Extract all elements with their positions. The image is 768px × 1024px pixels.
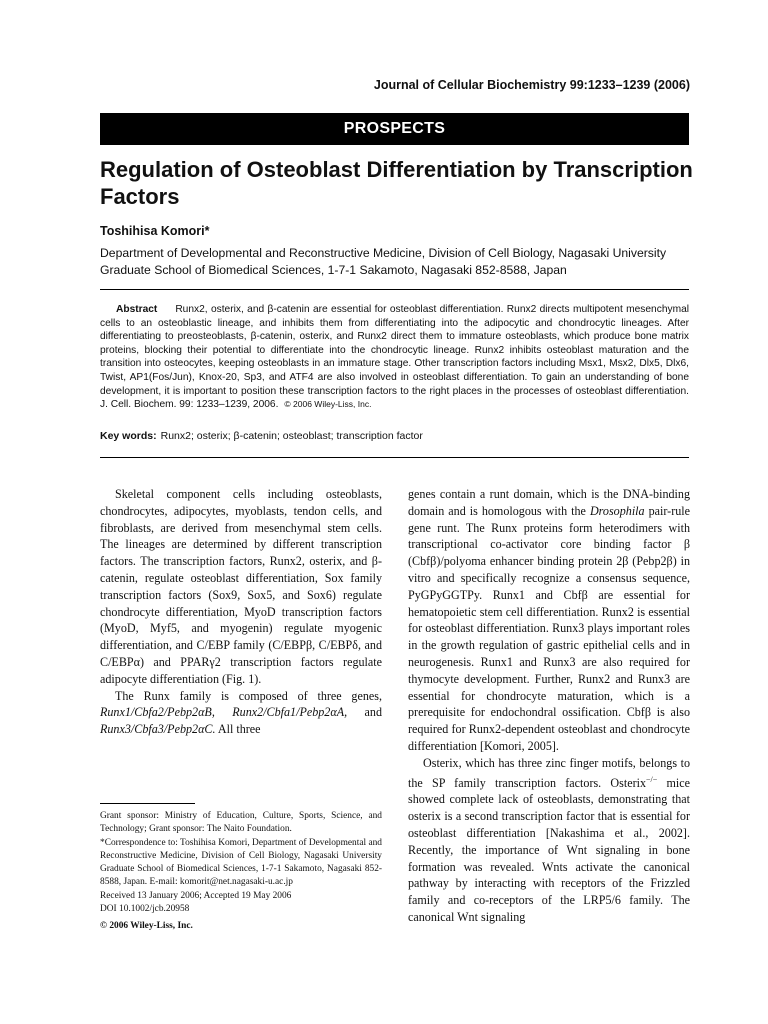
paragraph-text: pair-rule gene runt. The Runx proteins form heterodimers with transcriptional co-activator core binding factor β (Cbfβ)/polyoma enhancer binding protein 2β (Pebp2β) in vitro and specifically recognize a consensus sequence, PyGPyGGTPy. Runx1 and Cbfβ are essential for hematopoietic stem cell differentiation. Runx2 is essential for osteoblast differentiation. Runx3 plays important roles in the growth regulation of gastric epithelial cells and in neurogenesis. Runx1 and Runx3 are also required for thymocyte development. Further, Runx2 and Runx3 are essential for chondrocyte maturation, which is a prerequisite for endochondral ossification. Cbfβ is also required for Runx2-dependent osteoblast and chondrocyte differentiation [Komori, 2005].: [408, 503, 690, 753]
body-paragraph-3: [408, 486, 690, 755]
article-author: Toshihisa Komori*: [100, 224, 210, 238]
body-top-rule: [100, 457, 689, 458]
paragraph-text: and: [364, 705, 382, 720]
footnotes: [100, 810, 382, 934]
gene-name: Runx3/Cbfa3/Pebp2αC.: [100, 722, 216, 737]
body-paragraph-2: [100, 688, 382, 738]
paragraph-text: genes contain a runt domain, which is the DNA-binding domain and is homologous with the: [408, 487, 690, 518]
abstract: [100, 303, 689, 412]
body-paragraph-1: Skeletal component cells including osteoblasts, chondrocytes, adipocytes, myoblasts, tendon cells, and fibroblasts, are derived from mesenchymal stem cells. The lineages are determined by different transcription factors. The transcription factors, Runx2, osterix, and β-catenin, regulate osteoblast differentiation, Sox family transcription factors (Sox9, Sox5, and Sox6) regulate chondrocyte differentiation, MyoD transcription factors (MyoD, Myf5, and myogenin) regulate myogenic differentiation, and C/EBP family (C/EBPβ, C/EBPδ, and C/EBPα) and PPARγ2 transcription factors regulate adipocyte differentiation (Fig. 1).: [100, 487, 382, 686]
superscript: −/−: [646, 774, 658, 784]
paragraph-text: All three: [217, 722, 261, 737]
section-banner: PROSPECTS: [100, 113, 689, 145]
gene-name: Runx2/Cbfa1/Pebp2αA,: [232, 705, 348, 720]
abstract-label: Abstract: [116, 304, 158, 315]
species-name: Drosophila: [589, 503, 645, 518]
doi: DOI 10.1002/jcb.20958: [100, 904, 190, 915]
grant-footnote: Grant sponsor: Ministry of Education, Culture, Sports, Science, and Technology; Grant sponsor: The Naito Foundation.: [100, 811, 382, 835]
correspondence-footnote: *Correspondence to: Toshihisa Komori, Department of Developmental and Reconstructive Medicine, Division of Cell Biology, Nagasaki University Graduate School of Biomedical Sciences, 1-7-1 Sakamoto, Nagasaki 852-8588, Japan. E-mail: komorit@net.nagasaki-u.ac.jp: [100, 837, 382, 888]
article-title: Regulation of Osteoblast Differentiation by Transcription Factors: [100, 157, 693, 209]
footnote-rule: [100, 803, 195, 804]
affiliation-line-1: Department of Developmental and Reconstructive Medicine, Division of Cell Biology, Nagasaki University: [100, 246, 667, 260]
received-date: Received 13 January 2006; Accepted 19 May 2006: [100, 890, 292, 901]
abstract-copyright: © 2006 Wiley-Liss, Inc.: [284, 399, 372, 410]
paragraph-text: The Runx family is composed of three genes,: [115, 688, 382, 703]
gene-name: Runx1/Cbfa2/Pebp2αB,: [100, 705, 215, 720]
keywords: [100, 430, 423, 442]
abstract-top-rule: [100, 289, 689, 290]
paragraph-text: mice showed complete lack of osteoblasts, demonstrating that osterix is a second transcription factor that is essential for osteoblast differentiation [Nakashima et al., 2002]. Recently, the importance of Wnt signaling in bone formation was revealed. Wnts activate the canonical pathway by interacting with receptors of the Frizzled family and co-receptors of the LRP5/6 family. The canonical Wnt signaling: [408, 775, 690, 924]
abstract-text: Runx2, osterix, and β-catenin are essential for osteoblast differentiation. Runx2 directs multipotent mesenchymal cells to an osteoblastic lineage, and inhibits them from differentiating into the adipocytic and chondrocytic lineages. After differentiating to preosteoblasts, β-catenin, osterix, and Runx2 direct them to immature osteoblasts, which produce bone matrix proteins, blocking their potential to differentiate into the chondrocytic lineage. Runx2 inhibits osteoblast maturation and the transition into osteocytes, keeping osteoblasts in an immature stage. Other transcription factors including Msx1, Msx2, Dlx5, Dlx6, Twist, AP1(Fos/Jun), Knox-20, Sp3, and ATF4 are also involved in osteoblast differentiation. To gain an understanding of bone development, it is important to position these transcription factors to the right places in the processes of osteoblast differentiation. J. Cell. Biochem. 99: 1233–1239, 2006.: [100, 304, 689, 411]
paragraph-text: Osterix, which has three zinc finger motifs, belongs to the SP family transcription factors. Osterix: [408, 755, 690, 790]
journal-citation: Journal of Cellular Biochemistry 99:1233–1239 (2006): [373, 78, 690, 92]
affiliation-line-2: Graduate School of Biomedical Sciences, 1-7-1 Sakamoto, Nagasaki 852-8588, Japan: [100, 263, 567, 277]
body-paragraph-4: [408, 755, 690, 926]
left-column: [100, 486, 382, 738]
keywords-label: Key words:: [100, 430, 157, 442]
publisher-copyright: © 2006 Wiley-Liss, Inc.: [100, 921, 193, 932]
keywords-text: Runx2; osterix; β-catenin; osteoblast; transcription factor: [160, 430, 423, 442]
right-column: [408, 486, 690, 926]
author-affiliation: [100, 245, 700, 279]
